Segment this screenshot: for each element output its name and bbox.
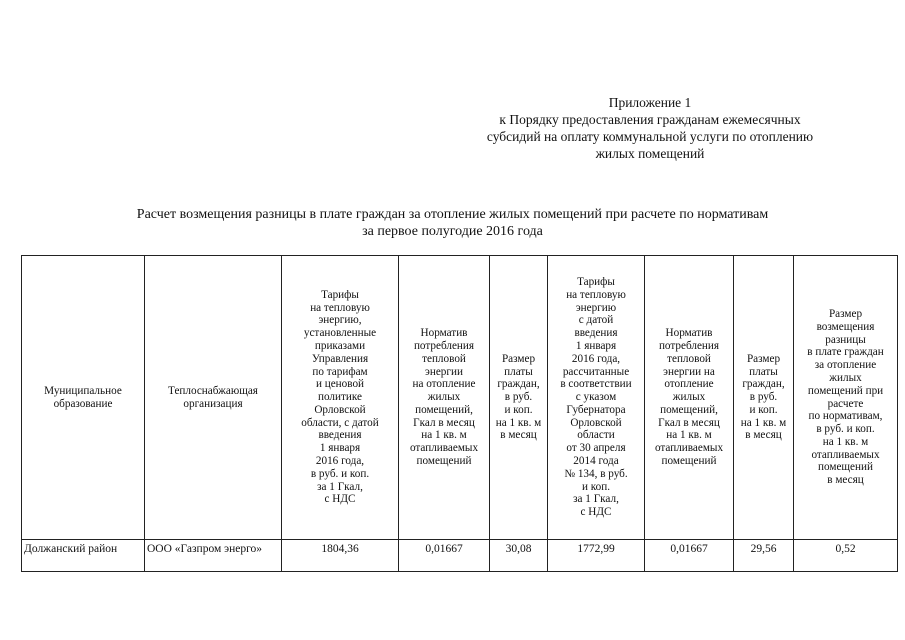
header-payment-1: Размер платы граждан, в руб. и коп. на 1 кв. м в месяц <box>490 256 548 540</box>
header-compensation: Размер возмещения разницы в плате граждан за отопление жилых помещений при расчете по нормативам, в руб. и коп. на 1 кв. м отапливаемых помещений в месяц <box>794 256 898 540</box>
cell-payment-1: 30,08 <box>490 540 548 572</box>
appendix-reference-line-1: к Порядку предоставления гражданам ежемесячных <box>499 112 801 127</box>
cell-compensation: 0,52 <box>794 540 898 572</box>
appendix-reference-line-2: субсидий на оплату коммунальной услуги по отоплению <box>486 129 814 144</box>
cell-payment-2: 29,56 <box>734 540 794 572</box>
header-tariff-2016: Тарифы на тепловую энергию, установленные приказами Управления по тарифам и ценовой политике Орловской области, с датой введения 1 января 2016 года, в руб. и коп. за 1 Гкал, с НДС <box>282 256 399 540</box>
header-heat-supplier: Теплоснабжающая организация <box>145 256 282 540</box>
document-title-line-1: Расчет возмещения разницы в плате граждан за отопление жилых помещений при расчете по нормативам <box>136 207 769 222</box>
header-payment-2: Размер платы граждан, в руб. и коп. на 1 кв. м в месяц <box>734 256 794 540</box>
appendix-reference-line-3: жилых помещений <box>595 146 705 161</box>
cell-municipality: Должанский район <box>22 540 145 572</box>
document-title-line-2: за первое полугодие 2016 года <box>362 224 543 239</box>
appendix-number: Приложение 1 <box>608 95 692 110</box>
header-consumption-norm-2: Норматив потребления тепловой энергии на отопление жилых помещений, Гкал в месяц на 1 кв. м отапливаемых помещений <box>645 256 734 540</box>
header-municipality: Муниципальное образование <box>22 256 145 540</box>
cell-consumption-norm-1: 0,01667 <box>399 540 490 572</box>
table-header-row <box>22 256 898 540</box>
cell-tariff-decree: 1772,99 <box>548 540 645 572</box>
cell-tariff-2016: 1804,36 <box>282 540 399 572</box>
table-row <box>22 540 898 572</box>
header-consumption-norm-1: Норматив потребления тепловой энергии на отопление жилых помещений, Гкал в месяц на 1 кв. м отапливаемых помещений <box>399 256 490 540</box>
cell-consumption-norm-2: 0,01667 <box>645 540 734 572</box>
header-tariff-decree: Тарифы на тепловую энергию с датой введения 1 января 2016 года, рассчитанные в соответствии с указом Губернатора Орловской области от 30 апреля 2014 года № 134, в руб. и коп. за 1 Гкал, с НДС <box>548 256 645 540</box>
compensation-table <box>21 255 898 572</box>
cell-heat-supplier: ООО «Газпром энерго» <box>145 540 282 572</box>
document-title <box>0 206 905 240</box>
appendix-header <box>440 94 860 162</box>
